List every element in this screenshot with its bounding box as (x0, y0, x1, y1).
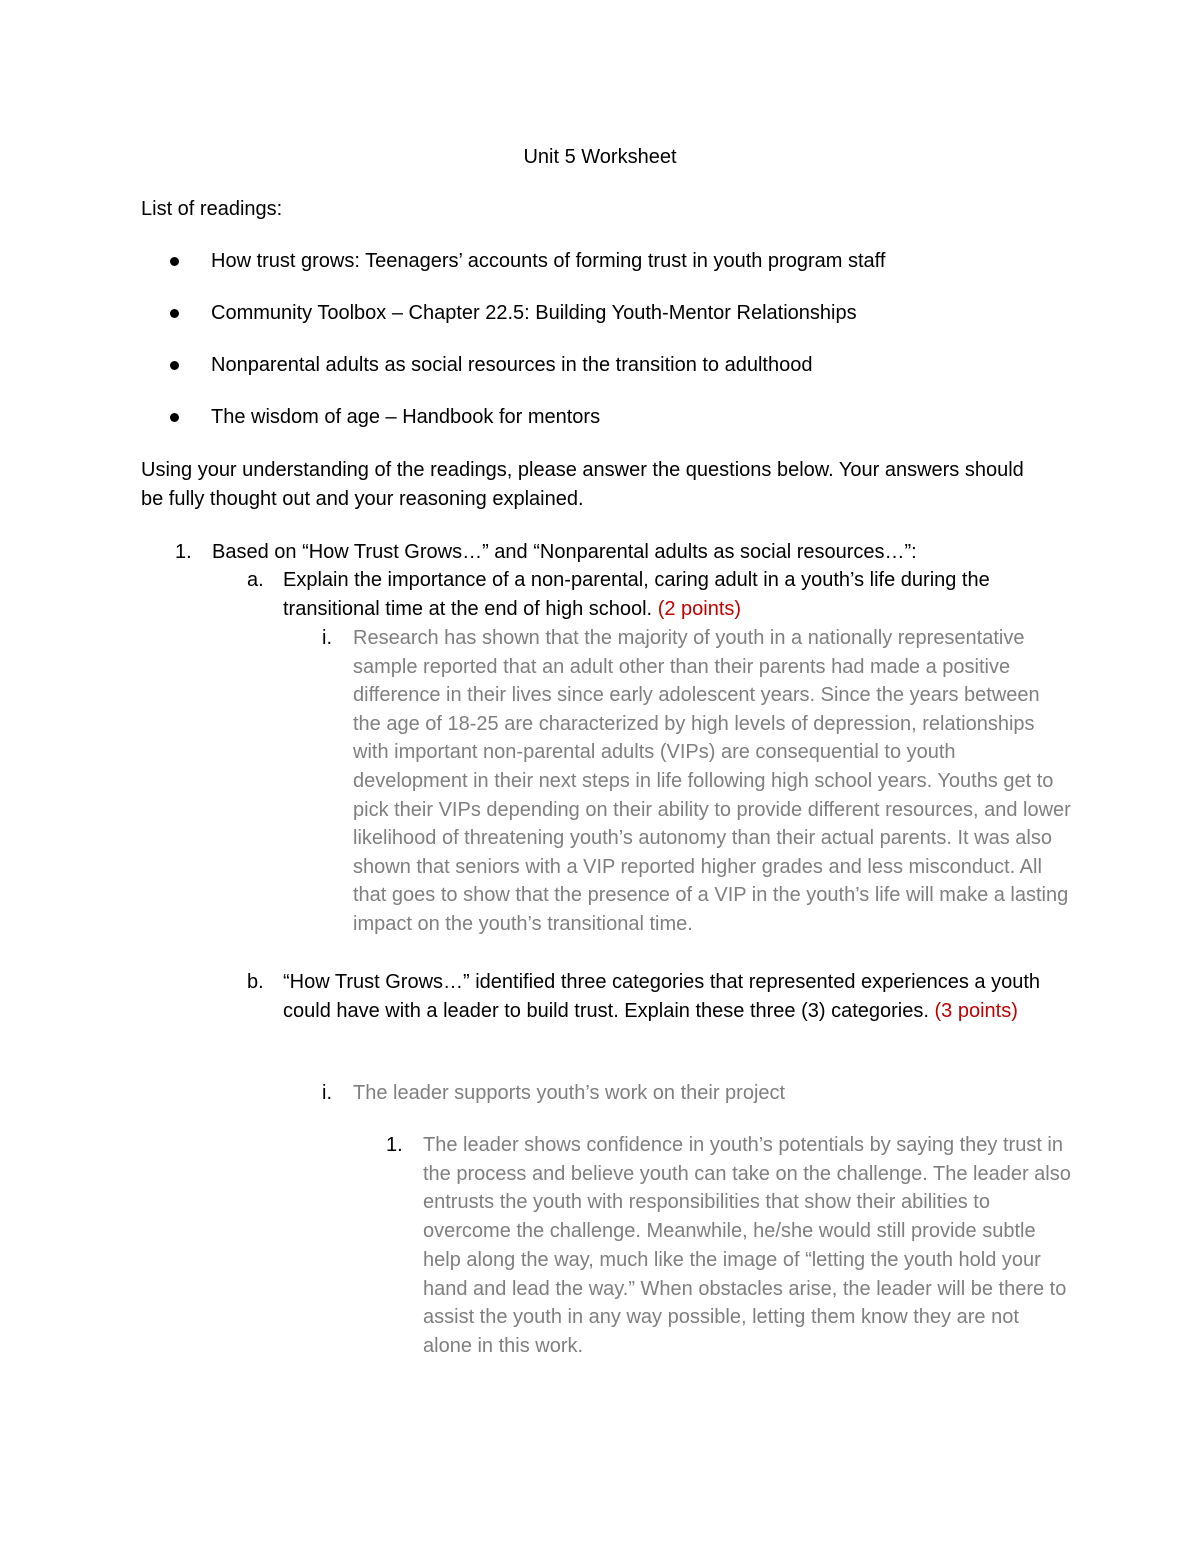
part-a-prompt (283, 566, 1073, 624)
part-a-answer-marker: i. (322, 627, 332, 649)
question-text: Based on “How Trust Grows…” and “Nonparental adults as social resources…”: (212, 541, 917, 563)
part-b-letter: b. (247, 971, 264, 993)
part-a-answer: Research has shown that the majority of youth in a nationally representative sample reported that an adult other than their parents had made a positive difference in their lives since early adolescent years. Since the years between the age of 18-25 are characterized by high levels of depression, relationships with important non-parental adults (VIPs) are consequential to youth development in their next steps in life following high school years. Youths get to pick their VIPs depending on their ability to provide different resources, and lower likelihood of threatening youth’s autonomy than their actual parents. It was also shown that seniors with a VIP reported higher grades and less misconduct. All that goes to show that the presence of a VIP in the youth’s life will make a lasting impact on the youth’s transitional time. (353, 627, 1071, 935)
part-b-points: (3 points) (934, 1000, 1018, 1022)
reading-title: The wisdom of age – Handbook for mentors (211, 406, 601, 428)
reading-title: How trust grows: Teenagers’ accounts of forming trust in youth program staff (211, 250, 886, 272)
bullet-icon (170, 257, 179, 266)
part-a-points: (2 points) (657, 598, 742, 620)
bullet-icon (170, 309, 179, 318)
part-b-detail: The leader shows confidence in youth’s potentials by saying they trust in the process and believe youth can take on the challenge. The leader also entrusts the youth with responsibilities that show their abilities to overcome the challenge. Meanwhile, he/she would still provide subtle help along the way, much like the image of “letting the youth hold your hand and lead the way.” When obstacles arise, the leader will be there to assist the youth in any way possible, letting them know they are not alone in this work. (423, 1134, 1071, 1357)
part-b-answer-heading: The leader supports youth’s work on their project (353, 1082, 786, 1104)
part-b-detail-marker: 1. (386, 1134, 403, 1156)
instructions-paragraph: Using your understanding of the readings, please answer the questions below. Your answers should be fully thought out and your reasoning explained. (141, 459, 1024, 510)
reading-title: Community Toolbox – Chapter 22.5: Building Youth-Mentor Relationships (211, 302, 857, 324)
bullet-icon (170, 361, 179, 370)
page-title: Unit 5 Worksheet (523, 146, 677, 168)
bullet-icon (170, 413, 179, 422)
part-b-answer-marker: i. (322, 1082, 332, 1104)
question-number: 1. (175, 541, 192, 563)
part-b-prompt (283, 968, 1073, 1026)
readings-label: List of readings: (141, 198, 283, 220)
part-a-letter: a. (247, 569, 264, 591)
reading-title: Nonparental adults as social resources in the transition to adulthood (211, 354, 813, 376)
part-a-text: Explain the importance of a non-parental, caring adult in a youth’s life during the transitional time at the end of high school. (283, 569, 990, 620)
part-b-text: “How Trust Grows…” identified three categories that represented experiences a youth could have with a leader to build trust. Explain these three (3) categories. (283, 971, 1041, 1022)
